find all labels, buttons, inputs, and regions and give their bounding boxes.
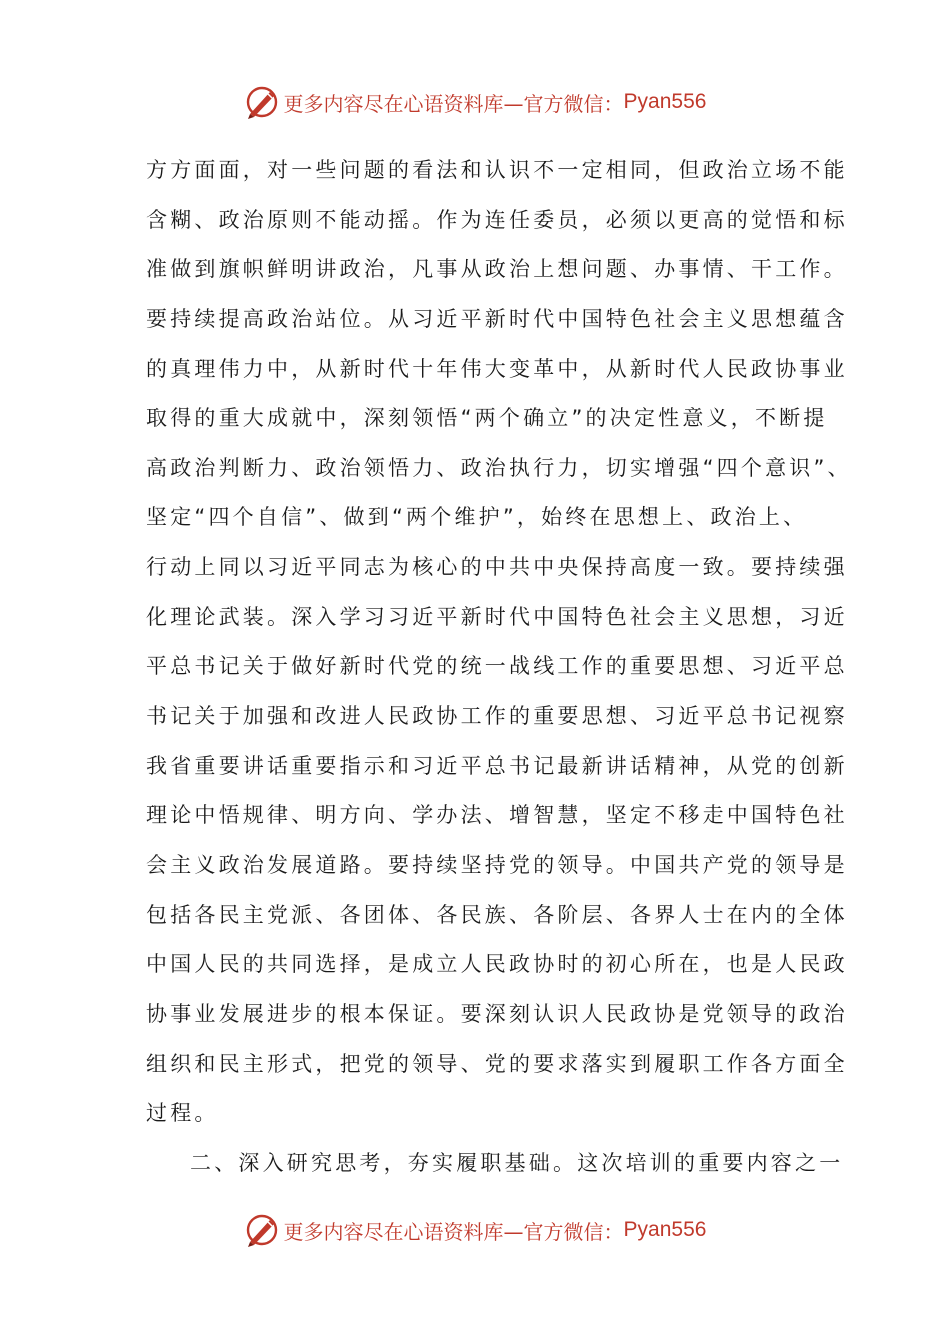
banner-text: 更多内容尽在心语资料库—官方微信： xyxy=(283,1219,624,1244)
pen-logo-icon xyxy=(244,1212,280,1248)
banner-wechat-id: Pyan556 xyxy=(623,90,707,113)
body-line: 我省重要讲话重要指示和习近平总书记最新讲话精神，从党的创新 xyxy=(146,753,848,778)
body-line: 会主义政治发展道路。要持续坚持党的领导。中国共产党的领导是 xyxy=(146,852,848,877)
banner-wechat-id: Pyan556 xyxy=(623,1218,707,1241)
body-line: 理论中悟规律、明方向、学办法、增智慧，坚定不移走中国特色社 xyxy=(146,803,848,828)
body-line: 要持续提高政治站位。从习近平新时代中国特色社会主义思想蕴含 xyxy=(146,306,848,331)
body-line: 书记关于加强和改进人民政协工作的重要思想、习近平总书记视察 xyxy=(146,704,848,729)
body-line: 平总书记关于做好新时代党的统一战线工作的重要思想、习近平总 xyxy=(146,654,848,679)
body-line: 高政治判断力、政治领悟力、政治执行力，切实增强“四个意识”、 xyxy=(146,455,852,480)
banner-text: 更多内容尽在心语资料库—官方微信： xyxy=(283,91,624,116)
body-line: 取得的重大成就中，深刻领悟“两个确立”的决定性意义，不断提 xyxy=(146,406,828,431)
header-watermark-banner xyxy=(0,80,950,124)
body-line: 坚定“四个自信”、做到“两个维护”，始终在思想上、政治上、 xyxy=(146,505,808,530)
body-line: 协事业发展进步的根本保证。要深刻认识人民政协是党领导的政治 xyxy=(146,1001,848,1026)
body-line: 包括各民主党派、各团体、各民族、各阶层、各界人士在内的全体 xyxy=(146,902,848,927)
body-line: 的真理伟力中，从新时代十年伟大变革中，从新时代人民政协事业 xyxy=(146,356,848,381)
body-line: 化理论武装。深入学习习近平新时代中国特色社会主义思想，习近 xyxy=(146,604,848,629)
body-line: 过程。 xyxy=(146,1101,219,1126)
section-heading-line: 二、深入研究思考，夯实履职基础。这次培训的重要内容之一 xyxy=(190,1150,844,1175)
body-line: 组织和民主形式，把党的领导、党的要求落实到履职工作各方面全 xyxy=(146,1051,848,1076)
body-line: 准做到旗帜鲜明讲政治，凡事从政治上想问题、办事情、干工作。 xyxy=(146,257,848,282)
document-body xyxy=(146,146,852,1188)
footer-watermark-banner xyxy=(0,1208,950,1252)
body-line: 中国人民的共同选择，是成立人民政协时的初心所在，也是人民政 xyxy=(146,952,848,977)
body-line: 含糊、政治原则不能动摇。作为连任委员，必须以更高的觉悟和标 xyxy=(146,207,848,232)
body-line: 方方面面，对一些问题的看法和认识不一定相同，但政治立场不能 xyxy=(146,158,848,182)
pen-logo-icon xyxy=(244,84,280,120)
body-line: 行动上同以习近平同志为核心的中共中央保持高度一致。要持续强 xyxy=(146,555,848,580)
